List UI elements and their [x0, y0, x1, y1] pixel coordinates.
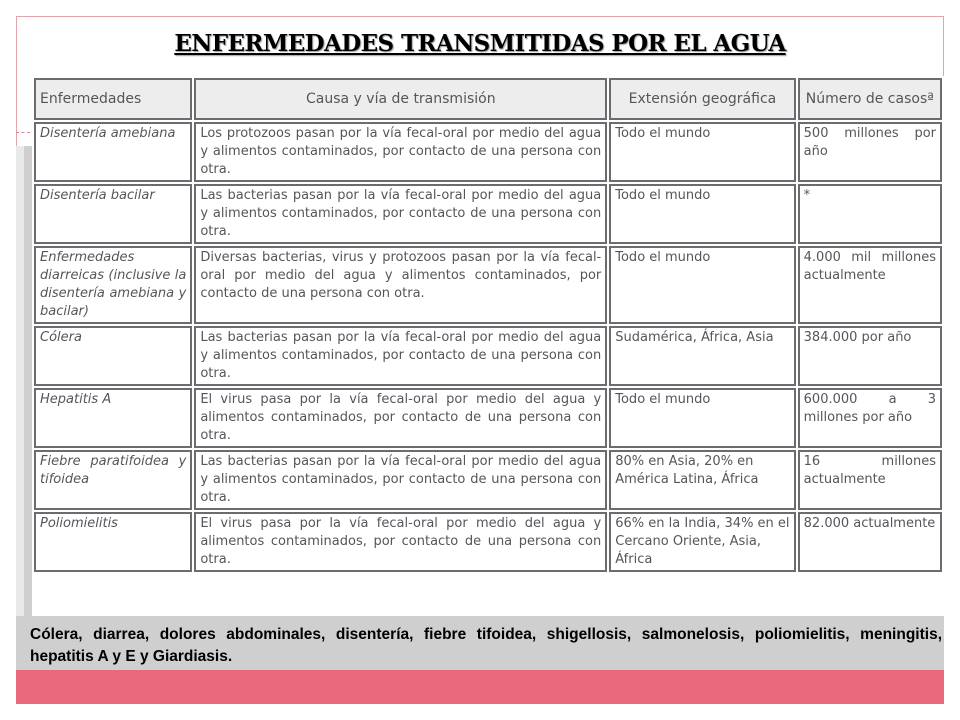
cell-disease: Fiebre paratifoidea y tifoidea	[34, 450, 192, 510]
diseases-table	[32, 76, 944, 574]
header-cause: Causa y vía de transmisión	[194, 78, 607, 120]
cell-cases: 600.000 a 3 millones por año	[798, 388, 942, 448]
cell-cases: 500 millones por año	[798, 122, 942, 182]
cell-region: 80% en Asia, 20% en América Latina, África	[609, 450, 795, 510]
cell-region: Todo el mundo	[609, 122, 795, 182]
cell-region: Todo el mundo	[609, 388, 795, 448]
table-row	[34, 122, 942, 182]
cell-cause: El virus pasa por la vía fecal-oral por medio del agua y alimentos contaminados, por contacto de una persona con otra.	[194, 512, 607, 572]
cell-disease: Cólera	[34, 326, 192, 386]
decorative-dashed-line	[16, 132, 30, 133]
cell-cause: Los protozoos pasan por la vía fecal-oral por medio del agua y alimentos contaminados, por contacto de una persona con otra.	[194, 122, 607, 182]
table-row	[34, 388, 942, 448]
cell-region: Sudamérica, África, Asia	[609, 326, 795, 386]
cell-disease: Enfermedades diarreicas (inclusive la disentería amebiana y bacilar)	[34, 246, 192, 324]
table-row	[34, 326, 942, 386]
cell-cases: 4.000 mil millones actualmente	[798, 246, 942, 324]
diseases-table-wrapper	[32, 76, 944, 616]
cell-region: Todo el mundo	[609, 184, 795, 244]
table-row	[34, 450, 942, 510]
header-diseases: Enfermedades	[34, 78, 192, 120]
slide-title: ENFERMEDADES TRANSMITIDAS POR EL AGUA	[174, 30, 786, 57]
cell-disease: Disentería amebiana	[34, 122, 192, 182]
cell-region: Todo el mundo	[609, 246, 795, 324]
cell-cause: El virus pasa por la vía fecal-oral por medio del agua y alimentos contaminados, por contacto de una persona con otra.	[194, 388, 607, 448]
cell-cases: 384.000 por año	[798, 326, 942, 386]
footer-disease-list: Cólera, diarrea, dolores abdominales, disentería, fiebre tifoidea, shigellosis, salmonelosis, poliomielitis, meningitis, hepatitis A y E y Giardiasis.	[30, 626, 942, 665]
header-region: Extensión geográfica	[609, 78, 795, 120]
header-cases: Número de casosª	[798, 78, 942, 120]
cell-cause: Las bacterias pasan por la vía fecal-oral por medio del agua y alimentos contaminados, por contacto de una persona con otra.	[194, 184, 607, 244]
cell-cases: 82.000 actualmente	[798, 512, 942, 572]
cell-disease: Disentería bacilar	[34, 184, 192, 244]
gray-side-stripe	[16, 146, 24, 616]
cell-cause: Las bacterias pasan por la vía fecal-oral por medio del agua y alimentos contaminados, por contacto de una persona con otra.	[194, 450, 607, 510]
table-header-row	[34, 78, 942, 120]
cell-disease: Hepatitis A	[34, 388, 192, 448]
table-row	[34, 246, 942, 324]
cell-disease: Poliomielitis	[34, 512, 192, 572]
table-row	[34, 184, 942, 244]
cell-cause: Las bacterias pasan por la vía fecal-oral por medio del agua y alimentos contaminados, por contacto de una persona con otra.	[194, 326, 607, 386]
table-row	[34, 512, 942, 572]
cell-cases: 16 millones actualmente	[798, 450, 942, 510]
cell-cases: *	[798, 184, 942, 244]
bottom-accent-bar	[16, 670, 944, 704]
cell-cause: Diversas bacterias, virus y protozoos pasan por la vía fecal-oral por medio del agua y alimentos contaminados, por contacto de una persona con otra.	[194, 246, 607, 324]
cell-region: 66% en la India, 34% en el Cercano Oriente, Asia, África	[609, 512, 795, 572]
